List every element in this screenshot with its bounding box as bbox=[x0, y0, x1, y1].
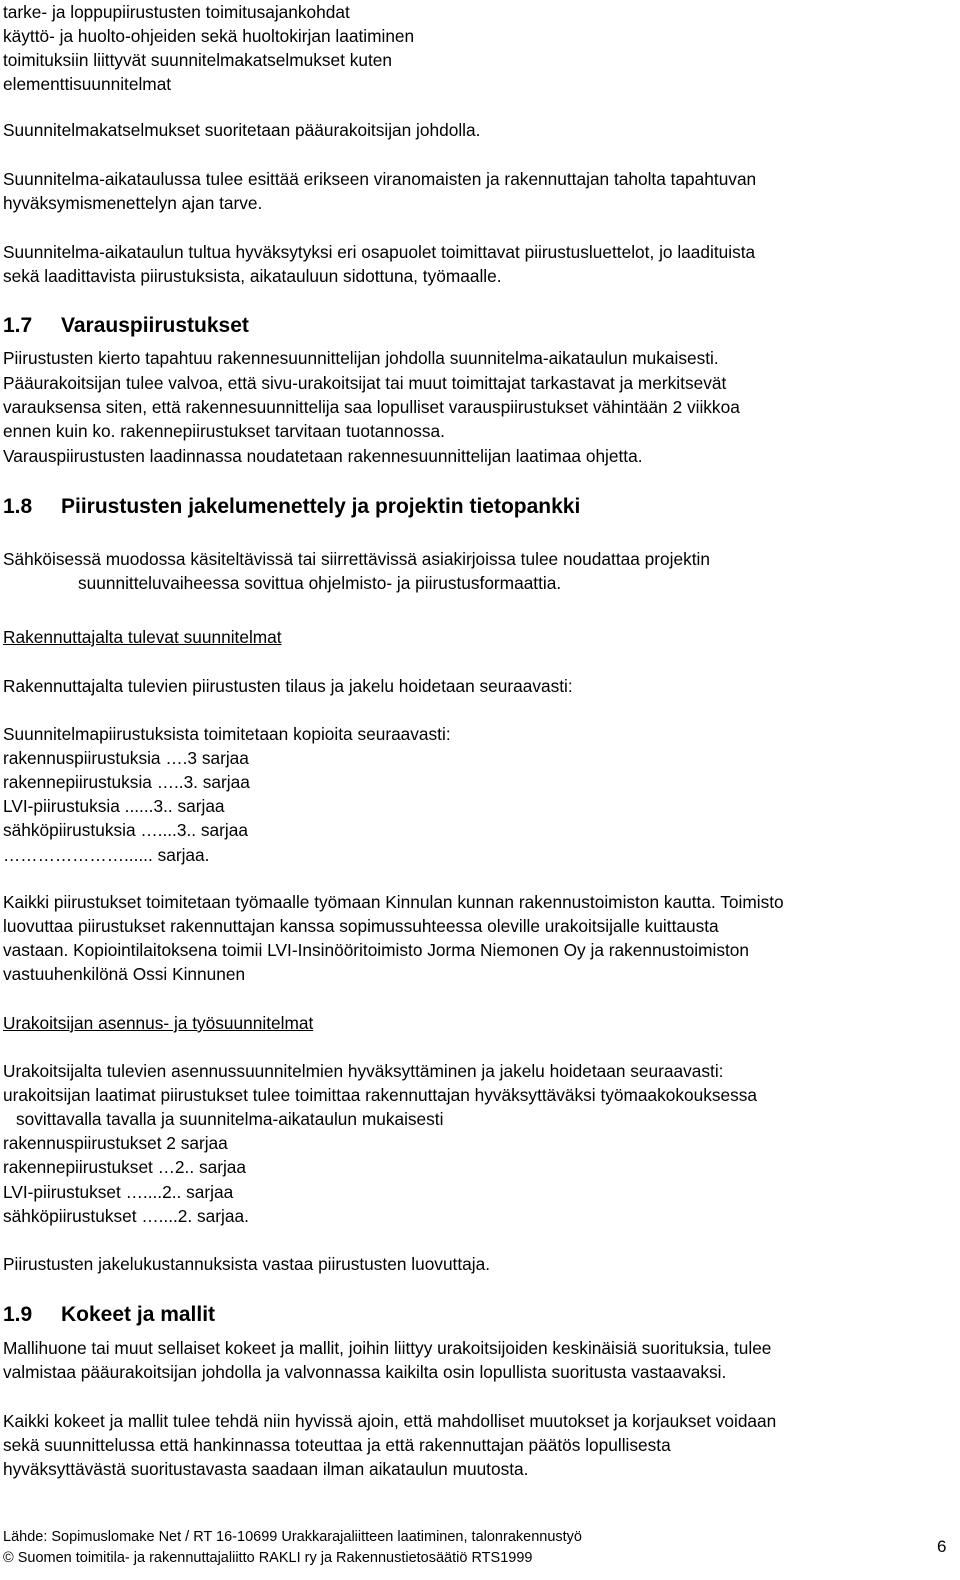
intro-line: toimituksiin liittyvät suunnitelmakatselmukset kuten bbox=[3, 50, 392, 70]
paragraph-line: Piirustusten kierto tapahtuu rakennesuunnittelijan johdolla suunnitelma-aikataulun mukaisesti. bbox=[3, 348, 719, 368]
intro-line: tarke- ja loppupiirustusten toimitusajankohdat bbox=[3, 2, 350, 22]
page-number: 6 bbox=[937, 1537, 947, 1556]
list-item: rakennepiirustuksia …..3. sarjaa bbox=[3, 772, 250, 792]
paragraph-line: Mallihuone tai muut sellaiset kokeet ja mallit, joihin liittyy urakoitsijoiden keskinäisiä suorituksia, tulee bbox=[3, 1338, 772, 1358]
list-item: sähköpiirustukset …....2. sarjaa. bbox=[3, 1206, 249, 1226]
paragraph-line: luovuttaa piirustukset rakennuttajan kanssa sopimussuhteessa oleville urakoitsijalle kuittausta bbox=[3, 916, 719, 936]
list-item: sähköpiirustuksia …....3.. sarjaa bbox=[3, 820, 248, 840]
paragraph-line: urakoitsijan laatimat piirustukset tulee toimittaa rakennuttajan hyväksyttäväksi työmaakokouksessa bbox=[3, 1085, 758, 1105]
section-heading-1-7 bbox=[3, 312, 249, 340]
list-item: …………………...... sarjaa. bbox=[3, 845, 210, 865]
paragraph-line: sekä laadittavista piirustuksista, aikatauluun sidottuna, työmaalle. bbox=[3, 266, 502, 286]
paragraph-line: Sähköisessä muodossa käsiteltävissä tai siirrettävissä asiakirjoissa tulee noudattaa projektin bbox=[3, 549, 710, 569]
section-title: Varauspiirustukset bbox=[61, 314, 249, 337]
section-title: Kokeet ja mallit bbox=[61, 1303, 216, 1326]
section-title: Piirustusten jakelumenettely ja projektin tietopankki bbox=[61, 495, 581, 518]
paragraph-line: vastaan. Kopiointilaitoksena toimii LVI-Insinööritoimisto Jorma Niemonen Oy ja rakennustoimiston bbox=[3, 940, 749, 960]
paragraph-line: varauksensa siten, että rakennesuunnittelija saa lopulliset varauspiirustukset vähintään 2 viikkoa bbox=[3, 397, 740, 417]
paragraph-line: Piirustusten jakelukustannuksista vastaa piirustusten luovuttaja. bbox=[3, 1254, 491, 1274]
footer-copyright: © Suomen toimitila- ja rakennuttajaliitto RAKLI ry ja Rakennustietosäätiö RTS1999 bbox=[3, 1550, 533, 1566]
paragraph-line: Rakennuttajalta tulevien piirustusten tilaus ja jakelu hoidetaan seuraavasti: bbox=[3, 676, 573, 696]
intro-line: elementtisuunnitelmat bbox=[3, 74, 172, 94]
section-number: 1.9 bbox=[3, 1303, 33, 1326]
subheading: Rakennuttajalta tulevat suunnitelmat bbox=[3, 627, 282, 647]
section-heading-1-8 bbox=[3, 493, 580, 521]
paragraph-line: vastuuhenkilönä Ossi Kinnunen bbox=[3, 964, 246, 984]
paragraph-line: Suunnitelma-aikataulussa tulee esittää erikseen viranomaisten ja rakennuttajan taholta tapahtuvan bbox=[3, 169, 757, 189]
paragraph-line: sovittavalla tavalla ja suunnitelma-aikataulun mukaisesti bbox=[16, 1109, 444, 1129]
list-item: rakennepiirustukset …2.. sarjaa bbox=[3, 1157, 247, 1177]
paragraph-line: ennen kuin ko. rakennepiirustukset tarvitaan tuotannossa. bbox=[3, 421, 445, 441]
paragraph-line: Suunnitelma-aikataulun tultua hyväksytyksi eri osapuolet toimittavat piirustusluettelot, jo laadituista bbox=[3, 242, 756, 262]
list-item: rakennuspiirustukset 2 sarjaa bbox=[3, 1133, 228, 1153]
paragraph-line: Kaikki piirustukset toimitetaan työmaalle työmaan Kinnulan kunnan rakennustoimiston kautta. Toimisto bbox=[3, 892, 784, 912]
paragraph-line: hyväksyttävästä suoritustavasta saadaan ilman aikataulun muutosta. bbox=[3, 1459, 529, 1479]
section-heading-1-9 bbox=[3, 1301, 215, 1329]
list-item: rakennuspiirustuksia ….3 sarjaa bbox=[3, 748, 249, 768]
list-item: LVI-piirustuksia ......3.. sarjaa bbox=[3, 796, 225, 816]
paragraph-line: suunnitteluvaiheessa sovittua ohjelmisto- ja piirustusformaattia. bbox=[78, 573, 562, 593]
paragraph-line: Suunnitelmakatselmukset suoritetaan pääurakoitsijan johdolla. bbox=[3, 120, 481, 140]
list-item: LVI-piirustukset …....2.. sarjaa bbox=[3, 1182, 234, 1202]
section-number: 1.7 bbox=[3, 314, 33, 337]
paragraph-line: Urakoitsijalta tulevien asennussuunnitelmien hyväksyttäminen ja jakelu hoidetaan seuraavasti: bbox=[3, 1061, 724, 1081]
section-number: 1.8 bbox=[3, 495, 33, 518]
paragraph-line: hyväksymismenettelyn ajan tarve. bbox=[3, 193, 263, 213]
intro-line: käyttö- ja huolto-ohjeiden sekä huoltokirjan laatiminen bbox=[3, 26, 415, 46]
paragraph-line: Pääurakoitsijan tulee valvoa, että sivu-urakoitsijat tai muut toimittajat tarkastavat ja merkitsevät bbox=[3, 373, 727, 393]
paragraph-line: Kaikki kokeet ja mallit tulee tehdä niin hyvissä ajoin, että mahdolliset muutokset ja korjaukset voidaan bbox=[3, 1411, 777, 1431]
paragraph-line: sekä suunnittelussa että hankinnassa toteuttaa ja että rakennuttajan päätös lopullisesta bbox=[3, 1435, 671, 1455]
paragraph-line: valmistaa pääurakoitsijan johdolla ja valvonnassa kaikilta osin lopullista suoritusta vastaavaksi. bbox=[3, 1362, 727, 1382]
footer-source: Lähde: Sopimuslomake Net / RT 16-10699 Urakkarajaliitteen laatiminen, talonrakennustyö bbox=[3, 1529, 582, 1545]
paragraph-line: Varauspiirustusten laadinnassa noudatetaan rakennesuunnittelijan laatimaa ohjetta. bbox=[3, 446, 643, 466]
paragraph-line: Suunnitelmapiirustuksista toimitetaan kopioita seuraavasti: bbox=[3, 724, 451, 744]
subheading: Urakoitsijan asennus- ja työsuunnitelmat bbox=[3, 1013, 314, 1033]
